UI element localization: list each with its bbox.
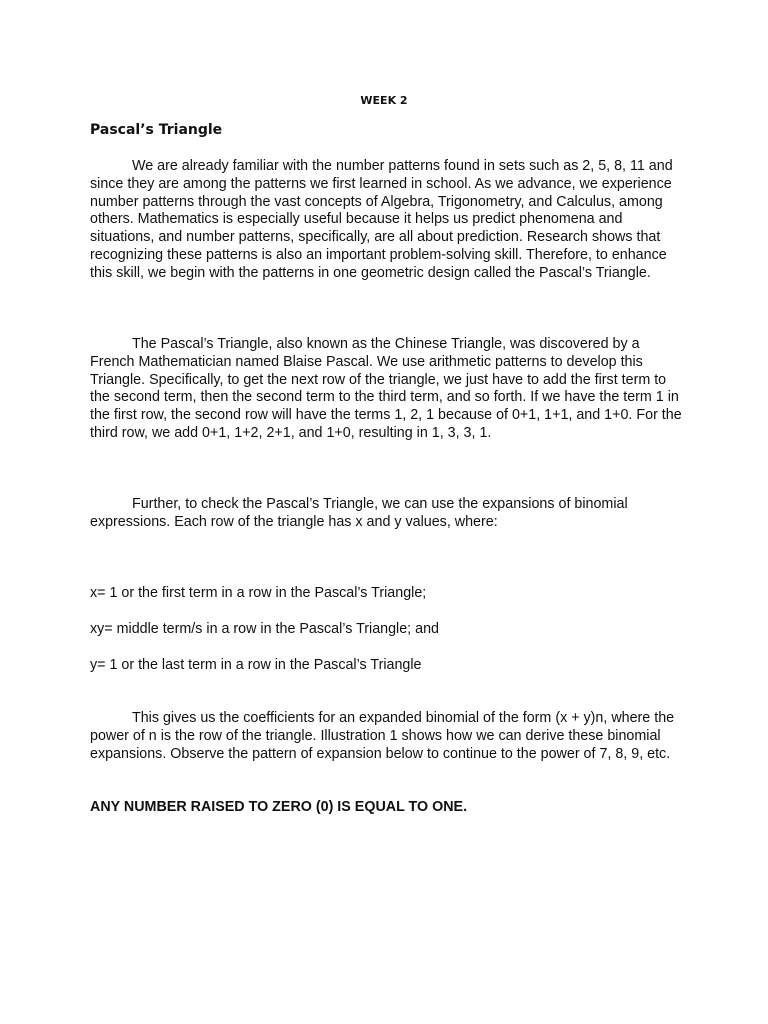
week-heading: WEEK 2 bbox=[360, 94, 408, 107]
definition-x: x= 1 or the first term in a row in the Pascal’s Triangle; bbox=[90, 585, 427, 601]
paragraph-intro: We are already familiar with the number patterns found in sets such as 2, 5, 8, 11 and since they are among the patterns we first learned in school. As we advance, we experience number patterns through the vast concepts of Algebra, Trigonometry, and Calculus, among others. Mathematics is especially useful because it helps us predict phenomena and situations, and number patterns, specifically, are all about prediction. Research shows that recognizing these patterns is also an important problem-solving skill. Therefore, to enhance this skill, we begin with the patterns in one geometric design called the Pascal’s Triangle. bbox=[90, 158, 673, 281]
section-title: Pascal’s Triangle bbox=[90, 122, 223, 138]
emphasis-statement: ANY NUMBER RAISED TO ZERO (0) IS EQUAL TO ONE. bbox=[90, 799, 468, 815]
paragraph-coefficients: This gives us the coefficients for an expanded binomial of the form (x + y)n, where the power of n is the row of the triangle. Illustration 1 shows how we can derive these binomial expansions. Observe the pattern of expansion below to continue to the power of 7, 8, 9, etc. bbox=[90, 710, 675, 762]
paragraph-history: The Pascal’s Triangle, also known as the Chinese Triangle, was discovered by a French Mathematician named Blaise Pascal. We use arithmetic patterns to develop this Triangle. Specifically, to get the next row of the triangle, we just have to add the first term to the second term, then the second term to the third term, and so forth. If we have the term 1 in the first row, the second row will have the terms 1, 2, 1 because of 0+1, 1+1, and 1+0. For the third row, we add 0+1, 1+2, 2+1, and 1+0, resulting in 1, 3, 3, 1. bbox=[90, 336, 682, 441]
paragraph-binomial: Further, to check the Pascal’s Triangle, we can use the expansions of binomial expressions. Each row of the triangle has x and y values, where: bbox=[90, 496, 628, 530]
definition-y: y= 1 or the last term in a row in the Pascal’s Triangle bbox=[90, 657, 422, 673]
definition-xy: xy= middle term/s in a row in the Pascal’s Triangle; and bbox=[90, 621, 439, 637]
